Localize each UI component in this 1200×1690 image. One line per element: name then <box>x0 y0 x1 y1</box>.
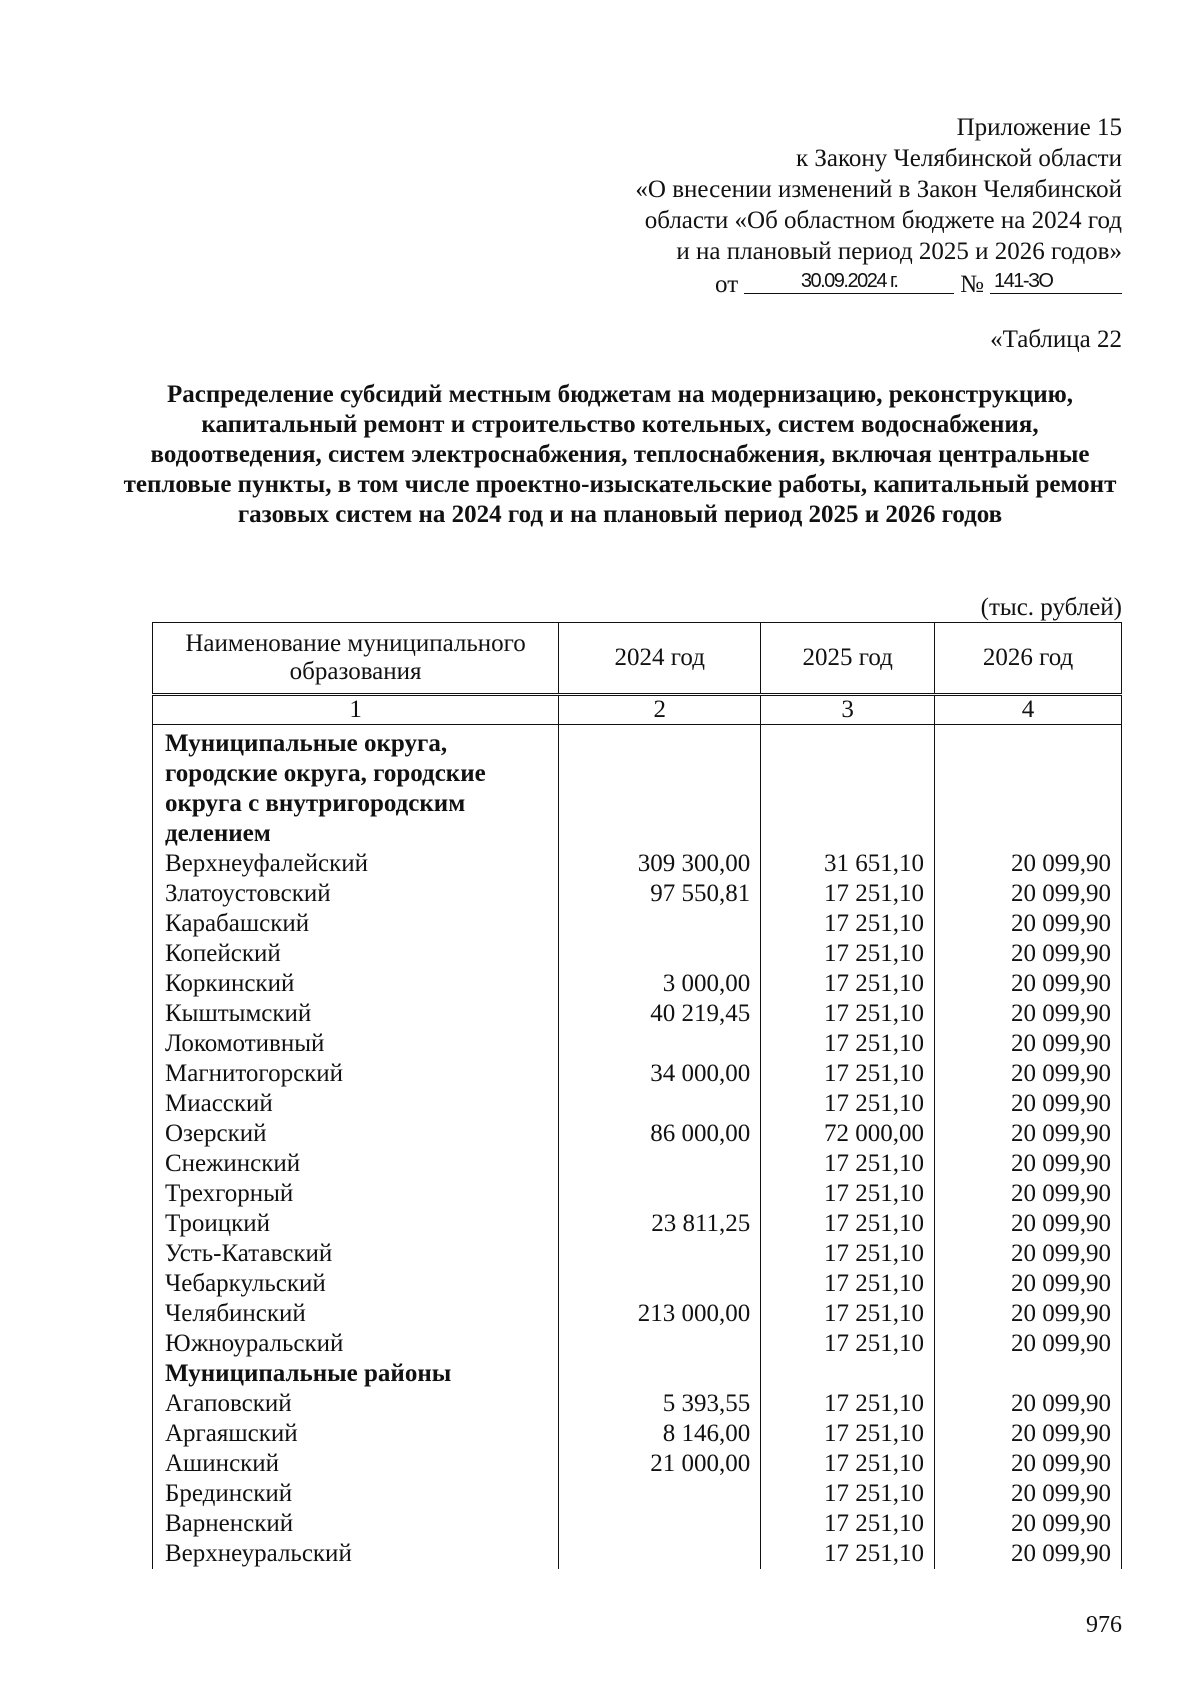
value-2025: 17 251,10 <box>761 1449 935 1479</box>
table-row <box>153 1119 1122 1149</box>
municipality-name: Карабашский <box>153 909 559 939</box>
value-2024 <box>559 1479 761 1509</box>
value-2026: 20 099,90 <box>935 1419 1122 1449</box>
table-row <box>153 1299 1122 1329</box>
value-2026: 20 099,90 <box>935 999 1122 1029</box>
value-2025: 17 251,10 <box>761 879 935 909</box>
table-row <box>153 879 1122 909</box>
value-2026: 20 099,90 <box>935 969 1122 999</box>
municipality-name: Брединский <box>153 1479 559 1509</box>
municipality-name: Трехгорный <box>153 1179 559 1209</box>
value-2025: 17 251,10 <box>761 1419 935 1449</box>
subsidy-table <box>152 622 1122 1569</box>
value-2024: 34 000,00 <box>559 1059 761 1089</box>
table-row <box>153 1449 1122 1479</box>
municipality-name: Златоустовский <box>153 879 559 909</box>
table-row <box>153 1059 1122 1089</box>
value-2026: 20 099,90 <box>935 1149 1122 1179</box>
municipality-name: Чебаркульский <box>153 1269 559 1299</box>
municipality-name: Озерский <box>153 1119 559 1149</box>
column-number-row <box>153 695 1122 725</box>
group-row-urban-districts <box>153 725 1122 850</box>
law-date: 30.09.2024 г. <box>744 269 954 294</box>
table-row <box>153 939 1122 969</box>
municipality-name: Миасский <box>153 1089 559 1119</box>
value-2026: 20 099,90 <box>935 1119 1122 1149</box>
value-2024 <box>559 1329 761 1359</box>
header-municipality: Наименование муниципального образования <box>153 623 559 695</box>
value-2024: 3 000,00 <box>559 969 761 999</box>
table-row <box>153 1539 1122 1569</box>
municipality-name: Снежинский <box>153 1149 559 1179</box>
group-heading: Муниципальные округа, городские округа, городские округа с внутригородским делением <box>153 725 559 850</box>
table-row <box>153 1419 1122 1449</box>
value-2024 <box>559 1269 761 1299</box>
value-2024: 21 000,00 <box>559 1449 761 1479</box>
municipality-name: Магнитогорский <box>153 1059 559 1089</box>
appendix-header <box>635 112 1122 300</box>
value-2025: 17 251,10 <box>761 1059 935 1089</box>
table-label: «Таблица 22 <box>990 326 1122 353</box>
header-2026: 2026 год <box>935 623 1122 695</box>
value-2024: 213 000,00 <box>559 1299 761 1329</box>
municipality-name: Верхнеуральский <box>153 1539 559 1569</box>
value-2025: 17 251,10 <box>761 1269 935 1299</box>
law-number: 141-ЗО <box>990 269 1122 294</box>
value-2026: 20 099,90 <box>935 1269 1122 1299</box>
table-row <box>153 1149 1122 1179</box>
value-2026: 20 099,90 <box>935 1179 1122 1209</box>
value-2024 <box>559 909 761 939</box>
table-row <box>153 999 1122 1029</box>
value-2026: 20 099,90 <box>935 1539 1122 1569</box>
value-2025: 17 251,10 <box>761 1539 935 1569</box>
value-2024: 40 219,45 <box>559 999 761 1029</box>
table-row <box>153 1389 1122 1419</box>
table-header-row <box>153 623 1122 695</box>
appendix-line: «О внесении изменений в Закон Челябинской <box>635 176 1122 203</box>
value-2025: 17 251,10 <box>761 1239 935 1269</box>
value-2024: 8 146,00 <box>559 1419 761 1449</box>
value-2024 <box>559 1029 761 1059</box>
column-number: 2 <box>559 695 761 725</box>
value-2025: 31 651,10 <box>761 849 935 879</box>
value-2025: 17 251,10 <box>761 939 935 969</box>
value-2025: 72 000,00 <box>761 1119 935 1149</box>
value-2026: 20 099,90 <box>935 1389 1122 1419</box>
header-2024: 2024 год <box>559 623 761 695</box>
column-number: 1 <box>153 695 559 725</box>
value-2025: 17 251,10 <box>761 1299 935 1329</box>
value-2024 <box>559 1149 761 1179</box>
value-2026: 20 099,90 <box>935 1059 1122 1089</box>
value-2024: 97 550,81 <box>559 879 761 909</box>
table-row <box>153 1029 1122 1059</box>
appendix-line: к Закону Челябинской области <box>796 145 1122 172</box>
table-row <box>153 1089 1122 1119</box>
value-2025: 17 251,10 <box>761 999 935 1029</box>
value-2025: 17 251,10 <box>761 1029 935 1059</box>
value-2025: 17 251,10 <box>761 1389 935 1419</box>
value-2025: 17 251,10 <box>761 969 935 999</box>
municipality-name: Южноуральский <box>153 1329 559 1359</box>
from-label: от <box>715 271 739 298</box>
table-row <box>153 1509 1122 1539</box>
table-row <box>153 969 1122 999</box>
column-number: 3 <box>761 695 935 725</box>
municipality-name: Коркинский <box>153 969 559 999</box>
value-2024 <box>559 1239 761 1269</box>
value-2025: 17 251,10 <box>761 909 935 939</box>
value-2026: 20 099,90 <box>935 1509 1122 1539</box>
table-row <box>153 1179 1122 1209</box>
value-2026: 20 099,90 <box>935 909 1122 939</box>
municipality-name: Аргаяшский <box>153 1419 559 1449</box>
appendix-line: Приложение 15 <box>956 114 1122 141</box>
value-2025: 17 251,10 <box>761 1479 935 1509</box>
value-2025: 17 251,10 <box>761 1509 935 1539</box>
table-row <box>153 1329 1122 1359</box>
group-row-districts <box>153 1359 1122 1389</box>
appendix-line: области «Об областном бюджете на 2024 год <box>644 207 1122 234</box>
value-2024: 5 393,55 <box>559 1389 761 1419</box>
value-2025: 17 251,10 <box>761 1329 935 1359</box>
document-title: Распределение субсидий местным бюджетам на модернизацию, реконструкцию, капитальный ремонт и строительство котельных, систем водоснабжения, водоотведения, систем электроснабжения, теплоснабжения, включая центральные тепловые пункты, в том числе проектно-изыскательские работы, капитальный ремонт газовых систем на 2024 год и на плановый период 2025 и 2026 годов <box>123 381 1117 528</box>
value-2026: 20 099,90 <box>935 1089 1122 1119</box>
value-2026: 20 099,90 <box>935 939 1122 969</box>
table-row <box>153 1269 1122 1299</box>
table-row <box>153 909 1122 939</box>
column-number: 4 <box>935 695 1122 725</box>
table-row <box>153 1479 1122 1509</box>
municipality-name: Агаповский <box>153 1389 559 1419</box>
value-2024 <box>559 1539 761 1569</box>
value-2025: 17 251,10 <box>761 1089 935 1119</box>
municipality-name: Троицкий <box>153 1209 559 1239</box>
value-2026: 20 099,90 <box>935 1329 1122 1359</box>
units-label: (тыс. рублей) <box>980 594 1122 621</box>
table-row <box>153 1239 1122 1269</box>
municipality-name: Усть-Катавский <box>153 1239 559 1269</box>
value-2024 <box>559 1179 761 1209</box>
group-heading: Муниципальные районы <box>153 1359 559 1389</box>
value-2026: 20 099,90 <box>935 1449 1122 1479</box>
municipality-name: Копейский <box>153 939 559 969</box>
value-2026: 20 099,90 <box>935 879 1122 909</box>
value-2025: 17 251,10 <box>761 1209 935 1239</box>
value-2025: 17 251,10 <box>761 1179 935 1209</box>
appendix-line: и на плановый период 2025 и 2026 годов» <box>676 238 1122 265</box>
municipality-name: Верхнеуфалейский <box>153 849 559 879</box>
municipality-name: Челябинский <box>153 1299 559 1329</box>
number-label: № <box>960 271 984 298</box>
value-2024: 23 811,25 <box>559 1209 761 1239</box>
value-2024 <box>559 939 761 969</box>
page-number: 976 <box>1086 1612 1122 1638</box>
value-2024 <box>559 1089 761 1119</box>
value-2024: 309 300,00 <box>559 849 761 879</box>
municipality-name: Локомотивный <box>153 1029 559 1059</box>
table-row <box>153 1209 1122 1239</box>
table-row <box>153 849 1122 879</box>
law-date-number-row <box>635 269 1122 300</box>
value-2024: 86 000,00 <box>559 1119 761 1149</box>
header-2025: 2025 год <box>761 623 935 695</box>
municipality-name: Ашинский <box>153 1449 559 1479</box>
value-2026: 20 099,90 <box>935 849 1122 879</box>
value-2024 <box>559 1509 761 1539</box>
value-2025: 17 251,10 <box>761 1149 935 1179</box>
value-2026: 20 099,90 <box>935 1239 1122 1269</box>
value-2026: 20 099,90 <box>935 1479 1122 1509</box>
value-2026: 20 099,90 <box>935 1029 1122 1059</box>
municipality-name: Кыштымский <box>153 999 559 1029</box>
municipality-name: Варненский <box>153 1509 559 1539</box>
value-2026: 20 099,90 <box>935 1299 1122 1329</box>
value-2026: 20 099,90 <box>935 1209 1122 1239</box>
